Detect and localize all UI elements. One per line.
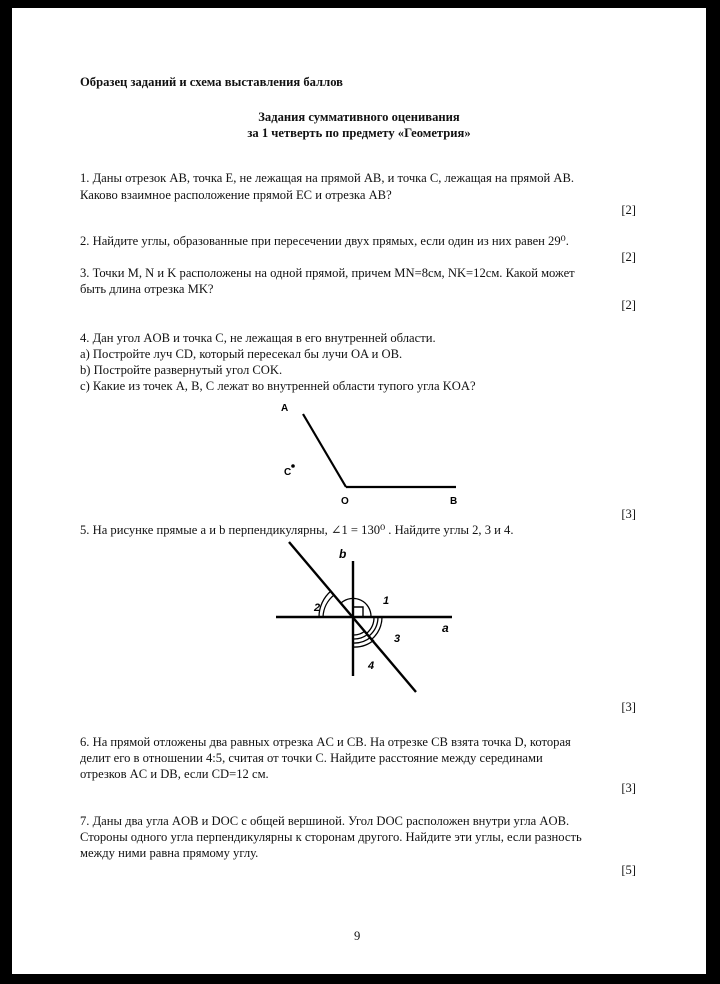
task-7-score: [5]: [621, 863, 636, 877]
task-5-line-1: 5. На рисунке прямые a и b перпендикулярны, ∠1 = 130⁰ . Найдите углы 2, 3 и 4.: [80, 523, 514, 537]
task-7-line-1: 7. Даны два угла AOB и DOC с общей вершиной. Угол DOC расположен внутри угла AOB.: [80, 814, 570, 828]
task-3-line-1: 3. Точки M, N и K расположены на одной прямой, причем MN=8см, NK=12см. Какой может: [80, 266, 575, 280]
task-2-line-1: 2. Найдите углы, образованные при пересечении двух прямых, если один из них равен 29⁰.: [80, 234, 569, 248]
page-number: 9: [354, 929, 361, 943]
angle-aob-figure: [262, 396, 482, 506]
task-4-line-1: 4. Дан угол AOB и точка C, не лежащая в его внутренней области.: [80, 331, 436, 345]
task-5-score: [3]: [621, 700, 636, 714]
task-4-line-2: a) Постройте луч CD, который пересекал бы лучи OA и OB.: [80, 347, 403, 361]
sample-title: Образец заданий и схема выставления баллов: [80, 75, 343, 89]
document-page: [12, 8, 706, 974]
task-4-score: [3]: [621, 507, 636, 521]
task-7-line-3: между ними равна прямому углу.: [80, 846, 259, 860]
task-6-score: [3]: [621, 781, 636, 795]
figure5-label-b: b: [339, 547, 347, 561]
task-6-line-3: отрезков AC и DB, если CD=12 см.: [80, 767, 269, 781]
figure5-label-4: 4: [368, 660, 375, 672]
figure4-label-c: C: [284, 467, 292, 478]
task-1-line-2: Каково взаимное расположение прямой EC и отрезка AB?: [80, 188, 392, 202]
task-1-score: [2]: [621, 203, 636, 217]
figure5-label-3: 3: [394, 633, 401, 645]
figure4-label-o: O: [341, 496, 349, 506]
figure5-label-1: 1: [383, 595, 390, 607]
task-1-line-1: 1. Даны отрезок AB, точка E, не лежащая на прямой AB, и точка C, лежащая на прямой AB.: [80, 171, 575, 185]
document-title-line2: за 1 четверть по предмету «Геометрия»: [247, 126, 471, 140]
task-3-line-2: быть длина отрезка MK?: [80, 282, 214, 296]
task-3-score: [2]: [621, 298, 636, 312]
task-7-line-2: Стороны одного угла перпендикулярны к сторонам другого. Найдите эти углы, если разность: [80, 830, 582, 844]
task-4-line-3: b) Постройте развернутый угол COK.: [80, 363, 283, 377]
document-title-line1: Задания суммативного оценивания: [258, 110, 460, 124]
figure5-label-2: 2: [314, 602, 321, 614]
figure5-label-a: a: [442, 621, 449, 635]
task-2-score: [2]: [621, 250, 636, 264]
figure4-label-b: B: [450, 496, 458, 506]
task-4-line-4: c) Какие из точек A, B, C лежат во внутренней области тупого угла KOA?: [80, 379, 476, 393]
perpendicular-lines-figure: [270, 536, 460, 696]
task-6-line-1: 6. На прямой отложены два равных отрезка AC и CB. На отрезке CB взята точка D, которая: [80, 735, 571, 749]
figure4-label-a: A: [281, 403, 289, 414]
task-6-line-2: делит его в отношении 4:5, считая от точки C. Найдите расстояние между серединами: [80, 751, 543, 765]
